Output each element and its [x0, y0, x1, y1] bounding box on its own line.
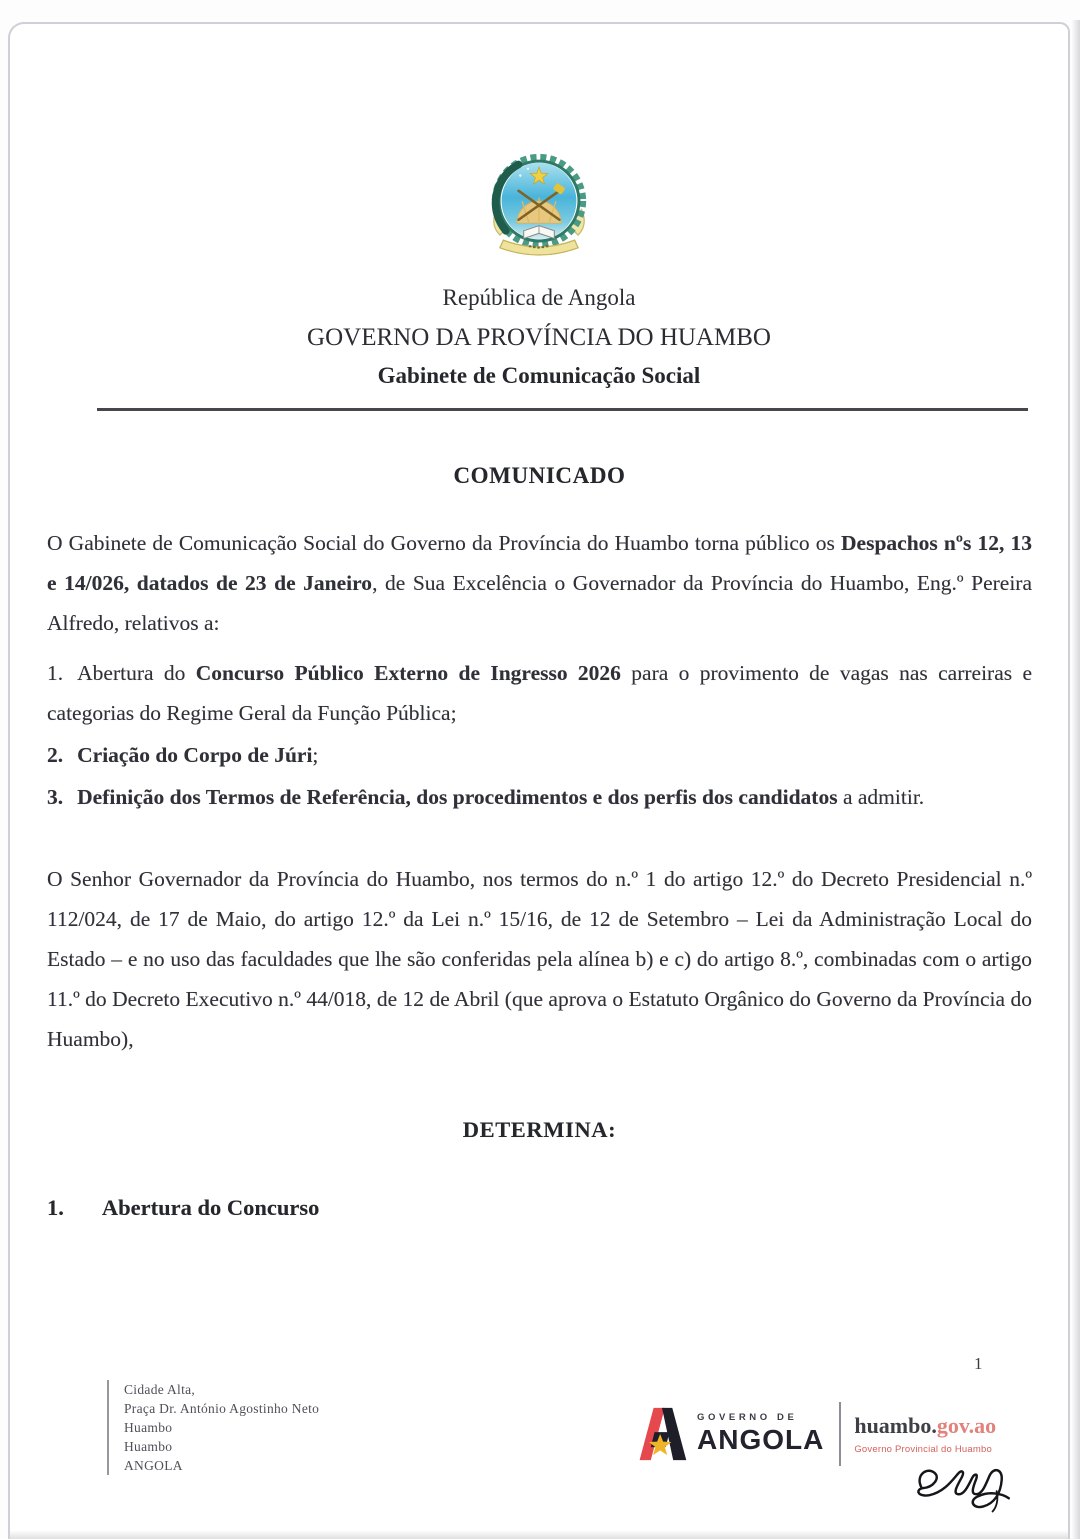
domain-suffix: gov.ao [936, 1413, 997, 1438]
document-header [10, 24, 1068, 411]
logo-wordmark [697, 1412, 824, 1456]
header-rule [97, 408, 1028, 411]
address-line: Huambo [124, 1439, 173, 1454]
list-item-bold: Concurso Público Externo de Ingresso 2026 [195, 661, 621, 685]
address-line: Praça Dr. António Agostinho Neto [124, 1401, 320, 1416]
section-1-heading [47, 1195, 1032, 1221]
list-item-number: 2. [47, 743, 64, 767]
domain-prefix: huambo. [854, 1413, 937, 1438]
domain-block [854, 1413, 996, 1455]
address-line: ANGOLA [124, 1458, 183, 1473]
address-block [107, 1380, 319, 1475]
signature [907, 1452, 1019, 1519]
document-body [10, 463, 1068, 1221]
document-page [8, 22, 1070, 1539]
logo-overline: GOVERNO DE [697, 1412, 798, 1423]
list-item [47, 777, 1032, 817]
list-item-bold: Criação do Corpo de Júri [77, 743, 313, 767]
list-item-text: Abertura do [77, 661, 196, 685]
government-title: GOVERNO DA PROVÍNCIA DO HUAMBO [307, 324, 771, 351]
intro-bold: Despachos nºs 12, 13 e 14/026, datados de 23 de Janeiro [47, 531, 1032, 595]
website-domain [854, 1413, 996, 1439]
list-item-number: 1. [47, 661, 64, 685]
determina-heading: DETERMINA: [462, 1117, 617, 1142]
document-title: COMUNICADO [453, 463, 626, 488]
logo-divider [839, 1402, 841, 1466]
address-line: Huambo [124, 1420, 173, 1435]
angola-logo-icon [634, 1403, 690, 1465]
list-item-text: para o provimento de vagas nas carreiras e categorias do Regime Geral da Função Pública; [47, 661, 1033, 725]
logo-tagline: Governo Provincial do Huambo [854, 1444, 992, 1455]
list-item-number: 3. [47, 785, 64, 809]
intro-text-2: , de Sua Excelência o Governador da Província do Huambo, Eng.º Pereira Alfredo, relativos a: [47, 571, 1032, 635]
angola-coat-of-arms-icon [10, 150, 1068, 269]
list-item-text: ; [312, 743, 319, 767]
intro-paragraph [47, 523, 1032, 643]
list-item-bold: Definição dos Termos de Referência, dos procedimentos e dos perfis dos candidatos [77, 785, 838, 809]
republic-title: República de Angola [442, 285, 636, 310]
address-line: Cidade Alta, [124, 1382, 196, 1397]
page-number: 1 [974, 1354, 983, 1373]
legal-paragraph: O Senhor Governador da Província do Huambo, nos termos do n.º 1 do artigo 12.º do Decreto Presidencial n.º 112/024, de 17 de Maio, do artigo 12.º da Lei n.º 15/16, de 12 de Setembro – Lei da Administração Local do Estado – e no uso das faculdades que lhe são conferidas pela alínea b) e c) do artigo 8.º, combinadas com o artigo 11.º do Decreto Executivo n.º 44/018, de 12 de Abril (que aprova o Estatuto Orgânico do Governo da Província do Huambo), [47, 867, 1032, 1051]
section-number: 1. [47, 1195, 64, 1220]
office-title: Gabinete de Comunicação Social [377, 363, 701, 388]
list-item-text: a admitir. [837, 785, 925, 809]
list-item [47, 735, 1032, 775]
list-item [47, 653, 1032, 733]
logo-name: ANGOLA [697, 1424, 825, 1455]
intro-text-1: O Gabinete de Comunicação Social do Governo da Província do Huambo torna público os [47, 531, 842, 555]
section-title: Abertura do Concurso [101, 1195, 320, 1220]
subject-list [47, 653, 1032, 817]
